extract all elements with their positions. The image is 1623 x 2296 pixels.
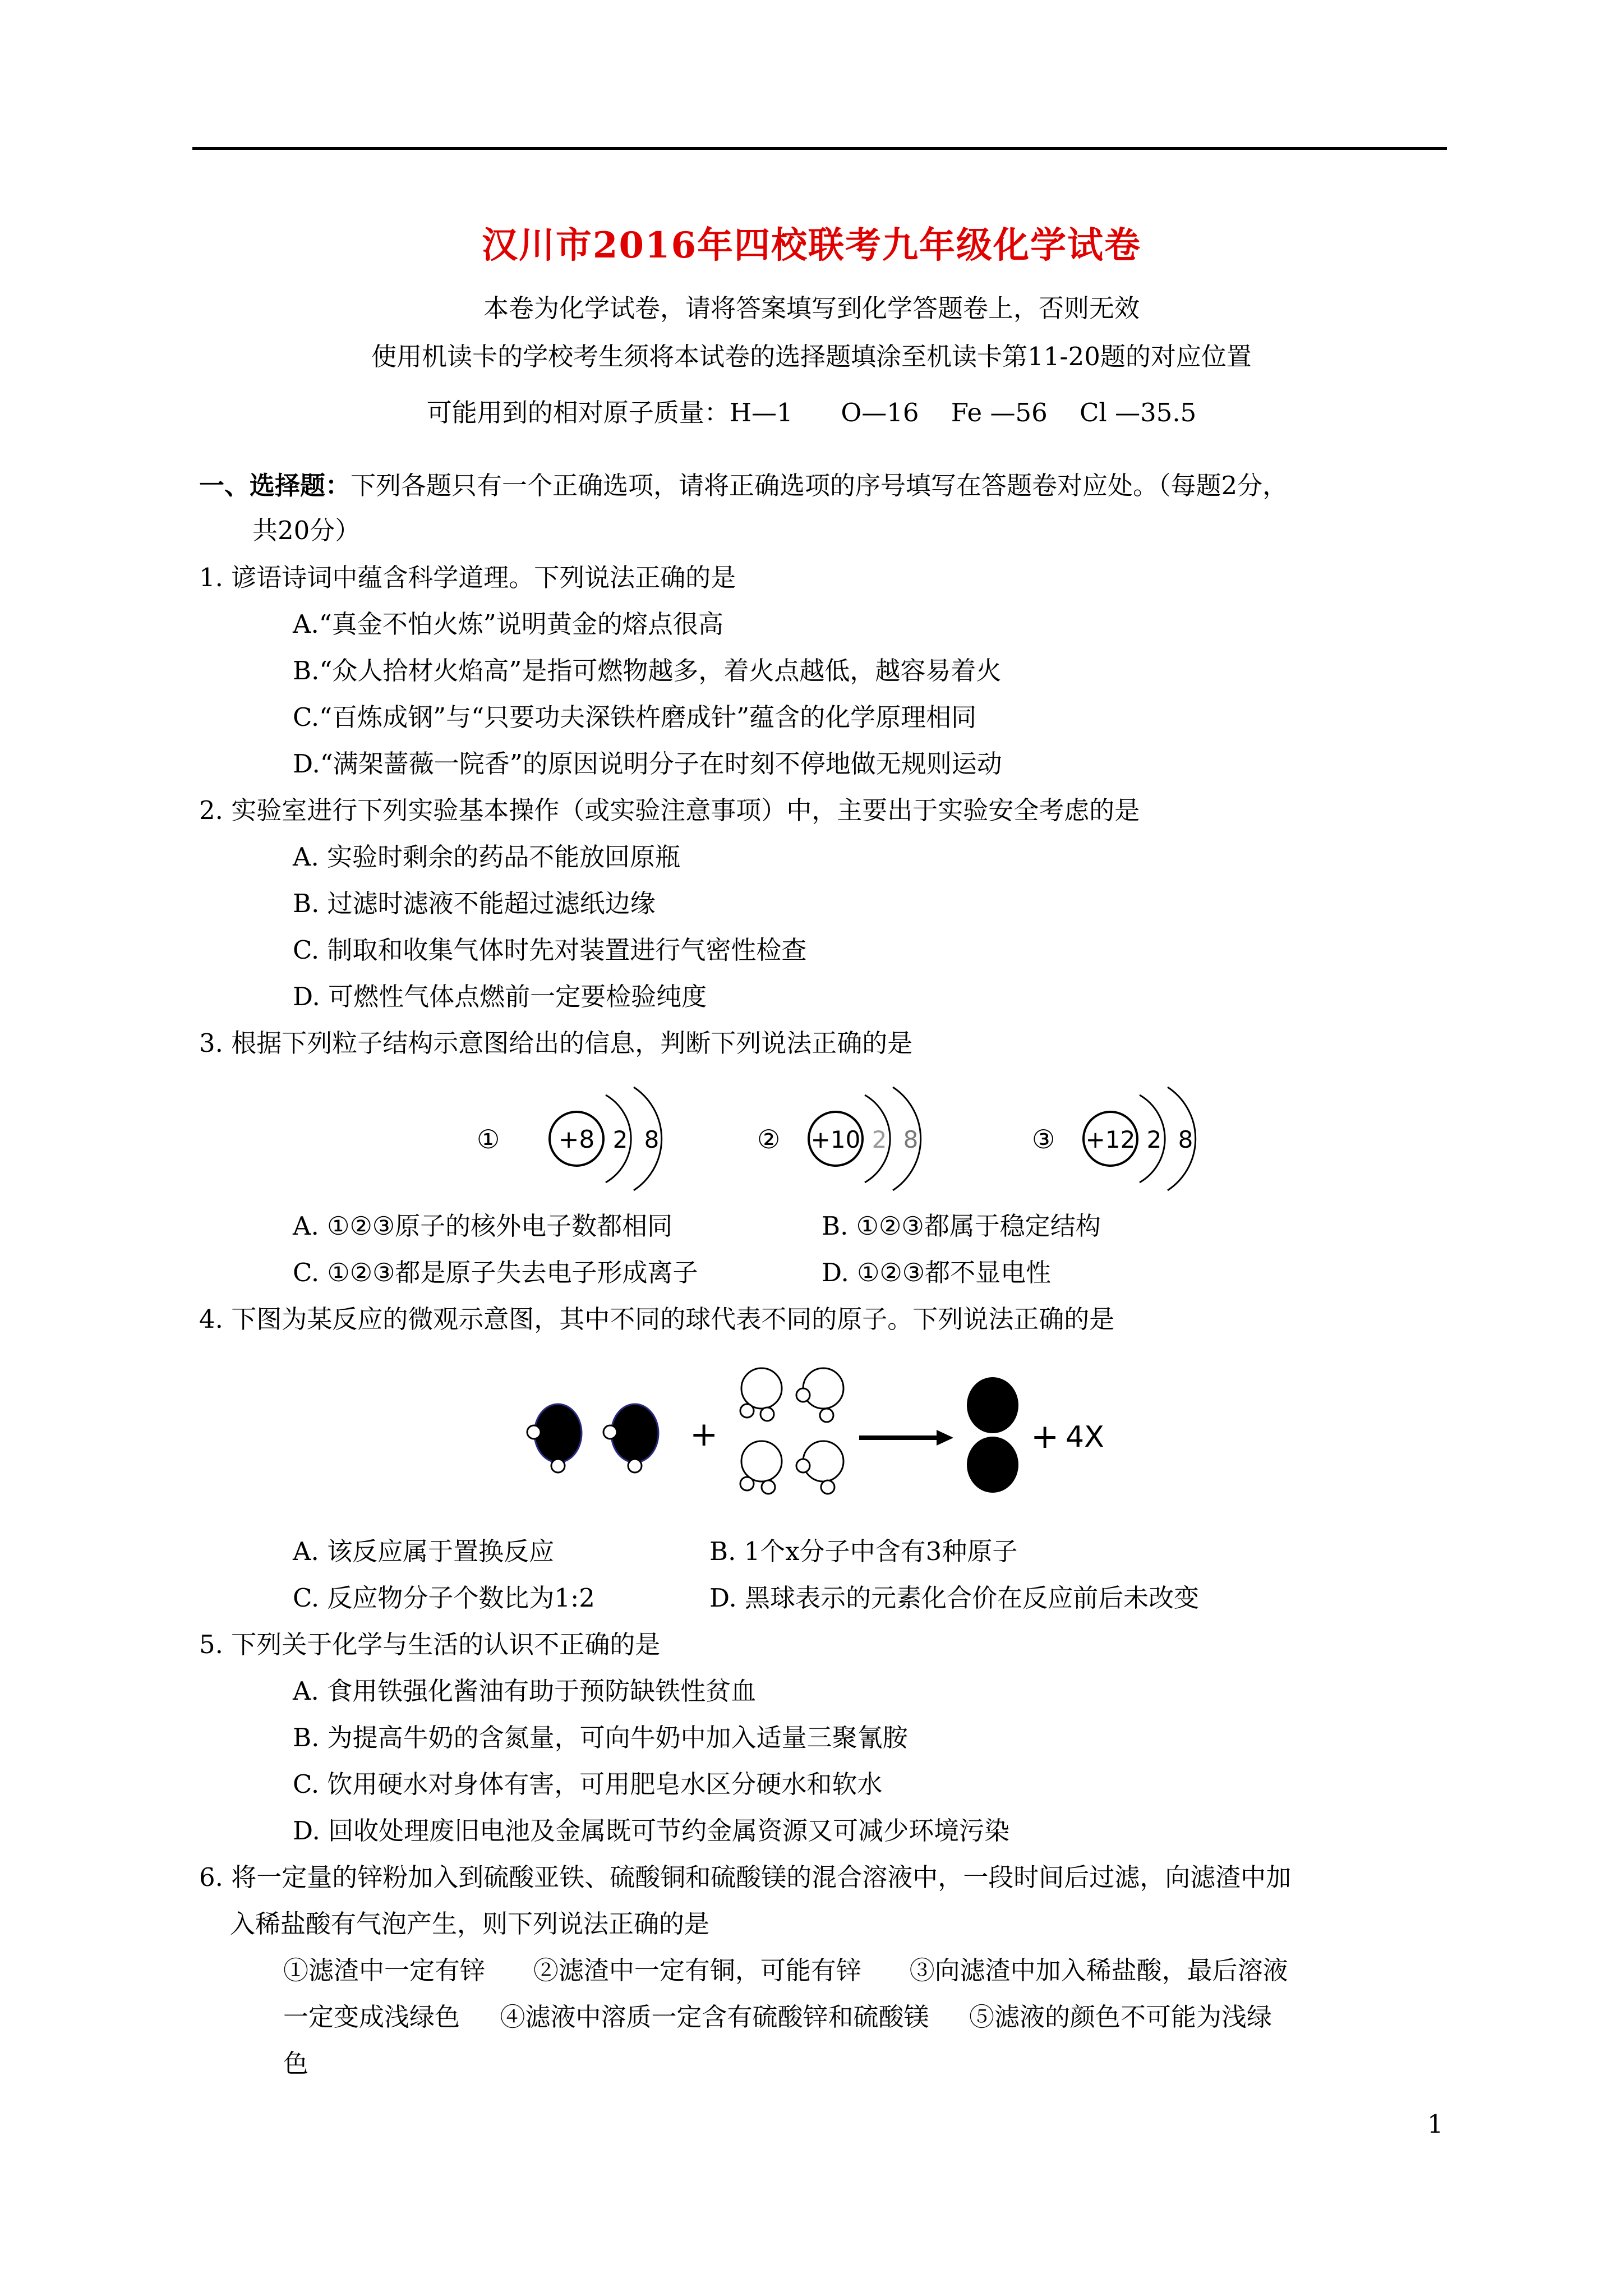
small-atom	[762, 1480, 775, 1494]
arrow-head	[937, 1430, 953, 1446]
product-molecule	[967, 1377, 1018, 1493]
reaction-arrow	[859, 1430, 953, 1446]
question-1-option-c: C.“百炼成钢”与“只要功夫深铁杵磨成针”蕴含的化学原理相同	[293, 702, 977, 732]
particle-3-index: ③	[1032, 1124, 1055, 1154]
question-6-statements-line-2: 一定变成浅绿色 ④滤液中溶质一定含有硫酸锌和硫酸镁 ⑤滤液的颜色不可能为浅绿	[283, 2002, 1272, 2032]
particle-1-nucleus-charge: +8	[558, 1125, 595, 1154]
question-5-option-c: C. 饮用硬水对身体有害，可用肥皂水区分硬水和软水	[293, 1769, 883, 1799]
black-atom	[534, 1404, 582, 1462]
question-4-option-a: A. 该反应属于置换反应	[293, 1536, 555, 1566]
small-atom	[820, 1409, 833, 1422]
question-3-option-c: C. ①②③都是原子失去电子形成离子	[293, 1258, 698, 1287]
particle-2-diagram	[757, 1087, 921, 1190]
question-4-option-d: D. 黑球表示的元素化合价在反应前后未改变	[709, 1583, 1200, 1613]
question-1-stem: 1. 谚语诗词中蕴含科学道理。下列说法正确的是	[199, 563, 736, 592]
small-atom	[628, 1459, 642, 1473]
reaction-plus-sign-1: +	[690, 1415, 718, 1454]
black-atom	[967, 1377, 1018, 1433]
section-heading: 一、选择题：	[199, 471, 351, 500]
question-2-option-a: A. 实验时剩余的药品不能放回原瓶	[293, 842, 681, 872]
question-2-option-c: C. 制取和收集气体时先对装置进行气密性检查	[293, 935, 807, 965]
small-atom	[760, 1407, 774, 1421]
small-atom	[740, 1404, 754, 1418]
small-atom	[740, 1477, 754, 1490]
question-5-option-b: B. 为提高牛奶的含氮量，可向牛奶中加入适量三聚氰胺	[293, 1723, 908, 1752]
question-5-stem: 5. 下列关于化学与生活的认识不正确的是	[199, 1630, 661, 1659]
section-instructions-cont: 共20分）	[252, 516, 361, 545]
reactant-molecule-4	[796, 1368, 843, 1422]
white-atom	[741, 1368, 782, 1409]
page-number: 1	[1427, 2109, 1444, 2139]
question-2-stem: 2. 实验室进行下列实验基本操作（或实验注意事项）中，主要出于实验安全考虑的是	[199, 795, 1140, 825]
section-heading-line	[199, 469, 1288, 503]
particle-2-shell-2-electrons: 8	[903, 1126, 919, 1153]
particle-3-shell-2-electrons: 8	[1178, 1126, 1193, 1153]
instruction-note-1: 本卷为化学试卷，请将答案填写到化学答题卷上，否则无效	[483, 293, 1140, 323]
black-atom	[611, 1404, 658, 1462]
black-atom	[967, 1437, 1018, 1493]
particle-1-diagram	[477, 1087, 662, 1190]
question-3-option-d: D. ①②③都不显电性	[822, 1258, 1052, 1287]
small-atom	[821, 1480, 834, 1494]
reactant-molecule-5	[740, 1441, 782, 1494]
question-6-stem-line-2: 入稀盐酸有气泡产生，则下列说法正确的是	[230, 1909, 710, 1939]
reactant-molecule-3	[740, 1368, 782, 1421]
particle-2-index: ②	[757, 1124, 781, 1154]
white-atom	[803, 1368, 843, 1409]
question-3-stem: 3. 根据下列粒子结构示意图给出的信息，判断下列说法正确的是	[199, 1028, 913, 1058]
white-atom	[741, 1441, 782, 1481]
question-1-option-a: A.“真金不怕火炼”说明黄金的熔点很高	[293, 609, 723, 639]
particle-2-shell-1-electrons: 2	[872, 1126, 887, 1153]
small-atom	[796, 1388, 810, 1402]
particle-1-index: ①	[477, 1124, 500, 1154]
question-4-option-c: C. 反应物分子个数比为1:2	[293, 1583, 595, 1613]
question-2-option-d: D. 可燃性气体点燃前一定要检验纯度	[293, 982, 707, 1011]
particle-3-nucleus-charge: +12	[1085, 1126, 1136, 1153]
question-3-option-a: A. ①②③原子的核外电子数都相同	[293, 1211, 673, 1241]
question-4-option-b: B. 1个x分子中含有3种原子	[709, 1536, 1018, 1566]
question-5-option-a: A. 食用铁强化酱油有助于预防缺铁性贫血	[293, 1676, 757, 1706]
reaction-diagram	[505, 1355, 1150, 1506]
product-x-label: 4X	[1066, 1420, 1104, 1454]
particle-1-shell-1-electrons: 2	[612, 1126, 628, 1153]
page-title: 汉川市2016年四校联考九年级化学试卷	[481, 224, 1142, 266]
particle-3-diagram	[1032, 1087, 1196, 1190]
small-atom	[603, 1425, 617, 1439]
atomic-mass-note: 可能用到的相对原子质量：H—1 O—16 Fe —56 Cl —35.5	[426, 398, 1197, 427]
question-1-option-b: B.“众人拾材火焰高”是指可燃物越多，着火点越低，越容易着火	[293, 656, 1002, 685]
reaction-plus-sign-2: +	[1031, 1417, 1059, 1456]
instruction-note-2: 使用机读卡的学校考生须将本试卷的选择题填涂至机读卡第11-20题的对应位置	[371, 342, 1252, 371]
question-5-option-d: D. 回收处理废旧电池及金属既可节约金属资源又可减少环境污染	[293, 1816, 1010, 1846]
particle-structure-figure	[465, 1071, 1239, 1200]
question-1-option-d: D.“满架蔷薇一院香”的原因说明分子在时刻不停地做无规则运动	[293, 749, 1002, 779]
particle-2-nucleus-charge: +10	[810, 1126, 861, 1153]
reactant-molecule-1	[527, 1404, 582, 1473]
small-atom	[796, 1459, 810, 1473]
question-3-option-b: B. ①②③都属于稳定结构	[822, 1211, 1101, 1241]
question-4-stem: 4. 下图为某反应的微观示意图，其中不同的球代表不同的原子。下列说法正确的是	[199, 1304, 1115, 1334]
header-rule	[192, 147, 1447, 150]
question-6-statements-line-1: ①滤渣中一定有锌 ②滤渣中一定有铜，可能有锌 ③向滤渣中加入稀盐酸，最后溶液	[283, 1955, 1288, 1985]
small-atom	[551, 1459, 565, 1473]
section-instructions: 下列各题只有一个正确选项，请将正确选项的序号填写在答题卷对应处。（每题2分，	[351, 471, 1288, 500]
reactant-molecule-6	[796, 1441, 843, 1494]
reactant-molecule-2	[603, 1404, 658, 1473]
question-2-option-b: B. 过滤时滤液不能超过滤纸边缘	[293, 889, 656, 918]
question-6-statements-line-3: 色	[283, 2049, 309, 2078]
small-atom	[527, 1425, 541, 1439]
question-6-stem-line-1: 6. 将一定量的锌粉加入到硫酸亚铁、硫酸铜和硫酸镁的混合溶液中，一段时间后过滤，向滤渣中加	[199, 1862, 1292, 1892]
particle-1-shell-2-electrons: 8	[644, 1126, 660, 1153]
particle-3-shell-1-electrons: 2	[1146, 1126, 1162, 1153]
